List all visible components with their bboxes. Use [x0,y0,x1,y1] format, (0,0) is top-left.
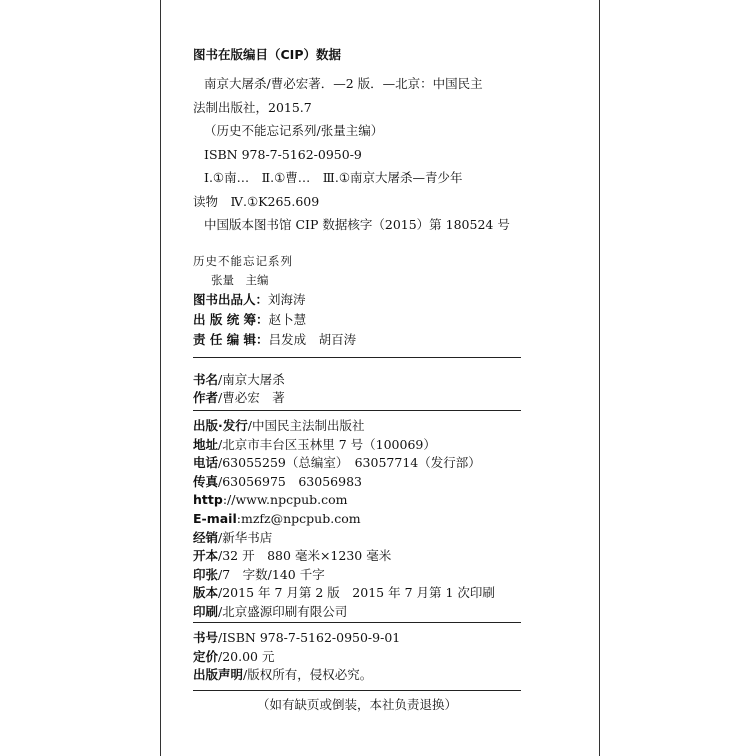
publisher-row: 版本/2015 年 7 月第 2 版 2015 年 7 月第 1 次印刷 [193,585,495,601]
publisher-row: 印张/7 字数/140 千字 [193,566,325,582]
divider [193,410,521,411]
cip-line: 法制出版社，2015.7 [193,99,312,115]
publisher-row: 出版·发行/中国民主法制出版社 [193,418,365,433]
cip-line: Ⅰ.①南… Ⅱ.①曹… Ⅲ.①南京大屠杀—青少年 [204,170,463,185]
publisher-row: E-mail:mzfz@npcpub.com [193,510,361,526]
series-editor: 张量 主编 [211,273,269,287]
cip-line: 中国版本图书馆 CIP 数据核字（2015）第 180524 号 [204,217,510,232]
divider [193,357,521,358]
publisher-row: 印刷/北京盛源印刷有限公司 [193,603,348,619]
book-block [193,371,285,407]
cip-block [193,46,510,237]
divider [193,690,521,691]
publisher-row: 地址/北京市丰台区玉林里 7 号（100069） [193,436,436,452]
publisher-row: 经销/新华书店 [193,529,273,545]
credit-row: 责 任 编 辑：吕发成 胡百涛 [193,332,357,347]
statement-row: 出版声明/版权所有，侵权必究。 [193,667,373,683]
publisher-block [193,417,495,622]
isbn-row: 书号/ISBN 978-7-5162-0950-9-01 [193,630,401,645]
price-block [193,629,400,685]
credit-row: 图书出品人：刘海涛 [193,292,306,307]
series-block [193,253,293,289]
credits-block [193,290,356,350]
divider [193,622,521,623]
book-author-row: 作者/曹必宏 著 [193,390,285,405]
cip-heading: 图书在版编目（CIP）数据 [193,47,341,62]
publisher-row: 传真/63056975 63056983 [193,473,362,489]
series-title: 历史不能忘记系列 [193,254,293,268]
publisher-row: http://www.npcpub.com [193,492,348,508]
credit-row: 出 版 统 筹：赵卜慧 [193,312,307,327]
cip-line: ISBN 978-7-5162-0950-9 [204,146,362,162]
book-title-row: 书名/南京大屠杀 [193,372,285,387]
cip-line: 读物 Ⅳ.①K265.609 [193,193,320,209]
cip-line: 南京大屠杀/曹必宏著．—2 版．—北京：中国民主 [204,76,483,91]
publisher-row: 开本/32 开 880 毫米×1230 毫米 [193,548,392,564]
price-row: 定价/20.00 元 [193,648,275,664]
cip-line: （历史不能忘记系列/张量主编） [204,123,384,138]
publisher-row: 电话/63055259（总编室） 63057714（发行部） [193,455,481,471]
return-notice: （如有缺页或倒装，本社负责退换） [256,697,457,712]
